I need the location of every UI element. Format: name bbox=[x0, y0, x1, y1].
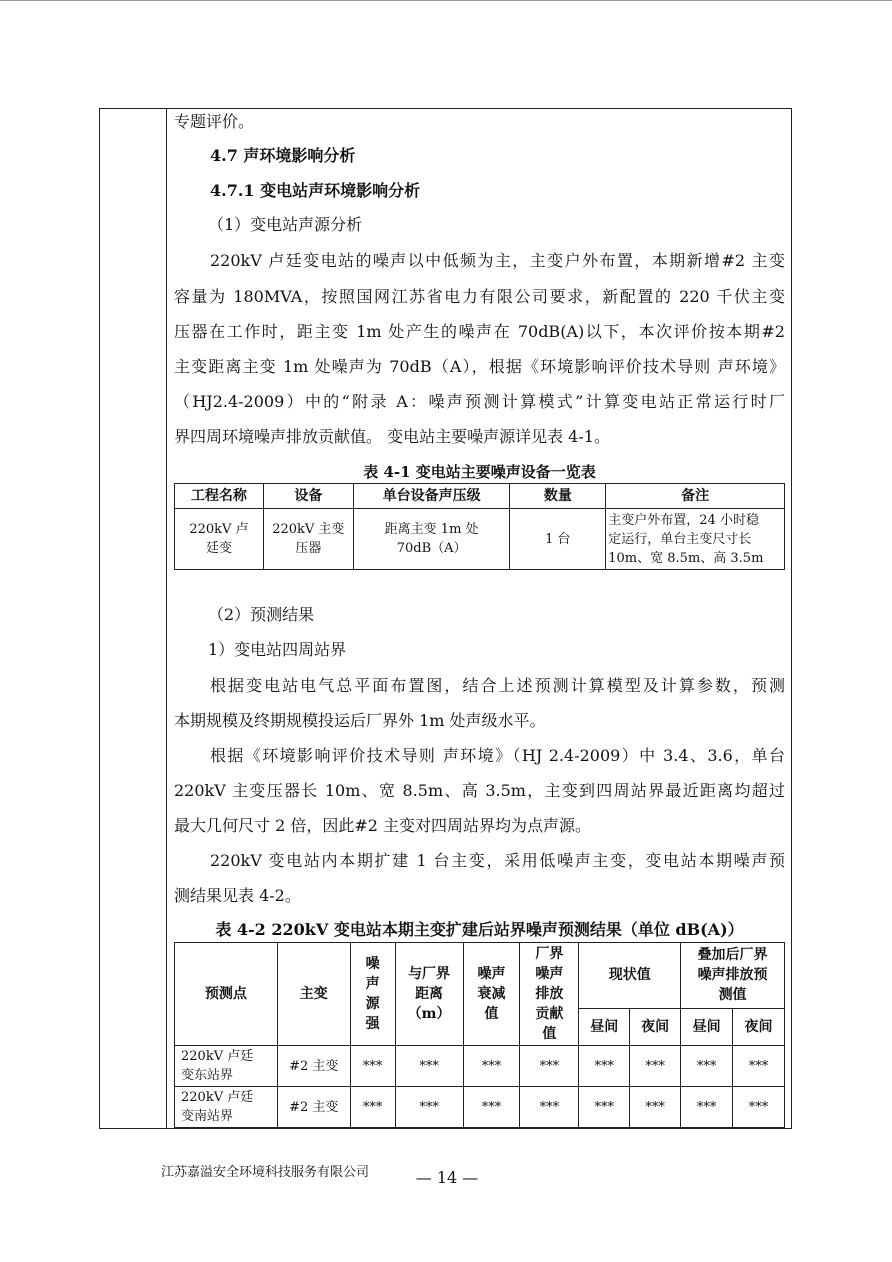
cell-value: *** bbox=[579, 1087, 630, 1128]
header-contribution: 厂界 噪声 排放 贡献 值 bbox=[520, 943, 579, 1046]
cell-remarks: 主变户外布置，24 小时稳 定运行，单台主变尺寸长 10m、宽 8.5m、高 3.5m bbox=[606, 509, 785, 570]
header-sound-level: 单台设备声压级 bbox=[353, 484, 510, 509]
frame-left-column-divider bbox=[166, 109, 167, 1128]
cell-value: *** bbox=[463, 1087, 520, 1128]
table-row bbox=[175, 1087, 785, 1128]
cell-value: *** bbox=[681, 1087, 733, 1128]
cell-value: *** bbox=[463, 1046, 520, 1087]
table-4-2 bbox=[174, 942, 785, 1128]
cell-value: *** bbox=[395, 1046, 463, 1087]
table-header-row bbox=[175, 484, 785, 509]
table-row bbox=[175, 509, 785, 570]
paragraph-line: 主变距离主变 1m 处噪声为 70dB（A），根据《环境影响评价技术导则 声环境》 bbox=[174, 357, 785, 376]
paragraph-line: （HJ2.4-2009）中的“附录 A：噪声预测计算模式”计算变电站正常运行时厂 bbox=[174, 392, 785, 411]
cell-value: *** bbox=[630, 1046, 681, 1087]
header-noise-source-strength: 噪 声 源 强 bbox=[350, 943, 395, 1046]
paragraph-line: 最大几何尺寸 2 倍，因此#2 主变对四周站界均为点声源。 bbox=[174, 816, 592, 835]
paragraph-line: 220kV 变电站内本期扩建 1 台主变，采用低噪声主变，变电站本期噪声预 bbox=[210, 851, 785, 870]
header-distance: 与厂界 距离 （m） bbox=[395, 943, 463, 1046]
header-current-value: 现状值 bbox=[579, 943, 681, 1009]
paragraph-line: 容量为 180MVA，按照国网江苏省电力有限公司要求，新配置的 220 千伏主变 bbox=[174, 287, 785, 306]
header-main-transformer: 主变 bbox=[277, 943, 350, 1046]
cell-value: *** bbox=[520, 1087, 579, 1128]
cell-value: *** bbox=[733, 1046, 785, 1087]
header-superposed-night: 夜间 bbox=[733, 1008, 785, 1045]
header-superposed-day: 昼间 bbox=[681, 1008, 733, 1045]
header-device: 设备 bbox=[263, 484, 353, 509]
paragraph-line: 界四周环境噪声排放贡献值。 变电站主要噪声源详见表 4-1。 bbox=[174, 427, 610, 446]
header-prediction-point: 预测点 bbox=[175, 943, 278, 1046]
section-heading-4-7: 4.7 声环境影响分析 bbox=[210, 146, 356, 165]
cell-quantity: 1 台 bbox=[510, 509, 606, 570]
paragraph-line: 本期规模及终期规模投运后厂界外 1m 处声级水平。 bbox=[174, 711, 546, 730]
paragraph-line: 根据《环境影响评价技术导则 声环境》（HJ 2.4-2009）中 3.4、3.6，单台 bbox=[210, 746, 785, 765]
header-remarks: 备注 bbox=[606, 484, 785, 509]
cell-value: *** bbox=[350, 1087, 395, 1128]
footer-company-name: 江苏嘉溢安全环境科技服务有限公司 bbox=[161, 1165, 370, 1180]
paragraph-line: 压器在工作时，距主变 1m 处产生的噪声在 70dB(A)以下，本次评价按本期#2 bbox=[174, 322, 785, 341]
table-header-row bbox=[175, 943, 785, 1009]
header-current-night: 夜间 bbox=[630, 1008, 681, 1045]
header-superposed-value: 叠加后厂界 噪声排放预 测值 bbox=[681, 943, 785, 1009]
cell-value: *** bbox=[395, 1087, 463, 1128]
cell-value: *** bbox=[579, 1046, 630, 1087]
cell-main-transformer: #2 主变 bbox=[277, 1046, 350, 1087]
header-project-name: 工程名称 bbox=[175, 484, 264, 509]
cell-device: 220kV 主变 压器 bbox=[263, 509, 353, 570]
cell-sound-level: 距离主变 1m 处 70dB（A） bbox=[353, 509, 510, 570]
cell-prediction-point: 220kV 卢廷 变东站界 bbox=[175, 1046, 278, 1087]
subheading-noise-source: （1）变电站声源分析 bbox=[208, 215, 363, 234]
header-current-day: 昼间 bbox=[579, 1008, 630, 1045]
cell-prediction-point: 220kV 卢廷 变南站界 bbox=[175, 1087, 278, 1128]
section-heading-4-7-1: 4.7.1 变电站声环境影响分析 bbox=[210, 181, 421, 200]
cell-value: *** bbox=[520, 1046, 579, 1087]
cell-value: *** bbox=[733, 1087, 785, 1128]
cell-value: *** bbox=[630, 1087, 681, 1128]
footer-page-number: — 14 — bbox=[415, 1168, 479, 1187]
table-row bbox=[175, 1046, 785, 1087]
subheading-station-boundary: 1）变电站四周站界 bbox=[208, 640, 347, 659]
paragraph-line: 220kV 卢廷变电站的噪声以中低频为主，主变户外布置，本期新增#2 主变 bbox=[210, 251, 785, 270]
header-quantity: 数量 bbox=[510, 484, 606, 509]
cell-value: *** bbox=[350, 1046, 395, 1087]
table-4-1 bbox=[174, 483, 785, 570]
table-4-1-caption: 表 4-1 变电站主要噪声设备一览表 bbox=[363, 463, 596, 481]
top-border-line bbox=[0, 0, 892, 1]
cell-main-transformer: #2 主变 bbox=[277, 1087, 350, 1128]
paragraph-line: 220kV 主变压器长 10m、宽 8.5m、高 3.5m，主变到四周站界最近距离均超过 bbox=[174, 781, 785, 800]
cell-project-name: 220kV 卢 廷变 bbox=[175, 509, 264, 570]
subheading-prediction-result: （2）预测结果 bbox=[208, 605, 315, 624]
table-4-2-caption: 表 4-2 220kV 变电站本期主变扩建后站界噪声预测结果（单位 dB(A)） bbox=[215, 920, 744, 939]
cell-value: *** bbox=[681, 1046, 733, 1087]
header-attenuation: 噪声 衰减 值 bbox=[463, 943, 520, 1046]
paragraph-line: 测结果见表 4-2。 bbox=[174, 886, 301, 905]
continued-text: 专题评价。 bbox=[174, 112, 255, 131]
paragraph-line: 根据变电站电气总平面布置图，结合上述预测计算模型及计算参数，预测 bbox=[210, 676, 785, 695]
